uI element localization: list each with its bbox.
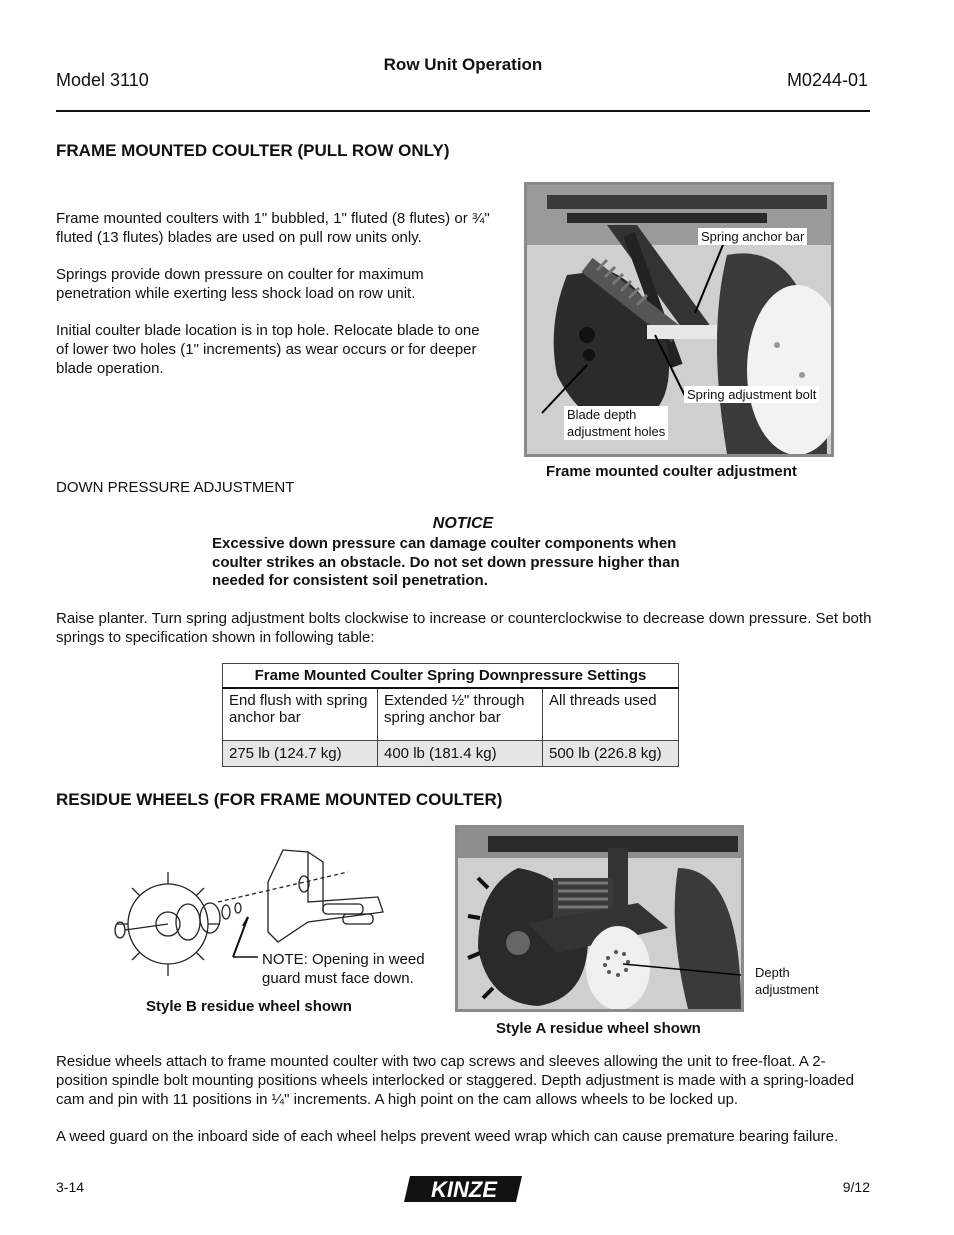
table-header-row <box>223 664 679 689</box>
down-pressure-instructions: Raise planter. Turn spring adjustment bolts clockwise to increase or counterclockwise to decrease down pressure. Set both springs to specification shown in following table: <box>56 610 872 646</box>
table-cell-condition: All threads used <box>543 688 679 740</box>
footer-date: 9/12 <box>842 1179 870 1195</box>
residue-paragraph-1: Residue wheels attach to frame mounted coulter with two cap screws and sleeves allowing the unit to free-float. A 2-position spindle bolt mounting positions wheels interlocked or staggered. Depth adjustment is made with a spring-loaded cam and pin with 11 positions in ¼" increments. A high point on the cam allows wheels to be locked up. <box>56 1053 854 1108</box>
subheading-down-pressure: DOWN PRESSURE ADJUSTMENT <box>56 479 295 496</box>
table-cell-value: 400 lb (181.4 kg) <box>378 740 543 766</box>
figure-caption-style-b: Style B residue wheel shown <box>146 998 352 1015</box>
notice-title: NOTICE <box>432 515 494 532</box>
residue-paragraph-2: A weed guard on the inboard side of each wheel helps prevent weed wrap which can cause premature bearing failure. <box>56 1128 839 1145</box>
table-cell-value: 275 lb (124.7 kg) <box>223 740 378 766</box>
style-a-photo-illustration <box>458 828 741 1009</box>
header-doc-number: M0244-01 <box>786 70 868 90</box>
header-model: Model 3110 <box>56 70 149 90</box>
table-cell-condition: End flush with spring anchor bar <box>223 688 378 740</box>
table-cell-condition: Extended ½" through spring anchor bar <box>378 688 543 740</box>
style-b-note-line-1: NOTE: Opening in weed <box>262 951 425 968</box>
section-heading-residue: RESIDUE WHEELS (FOR FRAME MOUNTED COULTER) <box>56 790 503 809</box>
coulter-adjustment-photo <box>524 182 834 457</box>
figure-caption-coulter: Frame mounted coulter adjustment <box>546 463 797 480</box>
table-row-conditions <box>223 688 679 740</box>
coulter-paragraph-1: Frame mounted coulters with 1" bubbled, 1" fluted (8 flutes) or ¾" fluted (13 flutes) blades are used on pull row units only. <box>56 210 490 246</box>
style-b-note <box>262 950 425 988</box>
callout-depth-adjustment-line-2: adjustment <box>755 982 819 997</box>
style-b-note-line-2: guard must face down. <box>262 970 414 987</box>
callout-blade-depth <box>564 406 668 440</box>
table-title: Frame Mounted Coulter Spring Downpressure Settings <box>223 664 679 689</box>
callout-depth-adjustment-line-1: Depth <box>755 965 790 980</box>
table-cell-value: 500 lb (226.8 kg) <box>543 740 679 766</box>
coulter-paragraph-2: Springs provide down pressure on coulter for maximum penetration while exerting less shock load on row unit. <box>56 266 424 302</box>
callout-spring-anchor-bar: Spring anchor bar <box>698 228 807 245</box>
callout-depth-adjustment <box>755 964 819 998</box>
callout-blade-depth-line-2: adjustment holes <box>567 424 666 439</box>
kinze-logo <box>404 1174 524 1204</box>
downpressure-settings-table <box>222 663 679 767</box>
notice-text: Excessive down pressure can damage coulter components when coulter strikes an obstacle. Do not set down pressure higher than needed for consistent soil penetration. <box>212 535 680 589</box>
header-divider <box>56 110 870 112</box>
coulter-paragraph-3: Initial coulter blade location is in top hole. Relocate blade to one of lower two holes (1" increments) as wear occurs or for deeper blade operation. <box>56 322 480 377</box>
header-section-title: Row Unit Operation <box>383 55 543 74</box>
style-a-residue-wheel-photo <box>455 825 744 1012</box>
callout-blade-depth-line-1: Blade depth <box>567 407 637 422</box>
section-heading-coulter: FRAME MOUNTED COULTER (PULL ROW ONLY) <box>56 141 450 160</box>
kinze-logo-text: KINZE <box>431 1177 497 1202</box>
table-row-values <box>223 740 679 766</box>
figure-caption-style-a: Style A residue wheel shown <box>496 1020 701 1037</box>
footer-page-number: 3-14 <box>56 1179 85 1195</box>
callout-spring-adjustment-bolt: Spring adjustment bolt <box>684 386 819 403</box>
